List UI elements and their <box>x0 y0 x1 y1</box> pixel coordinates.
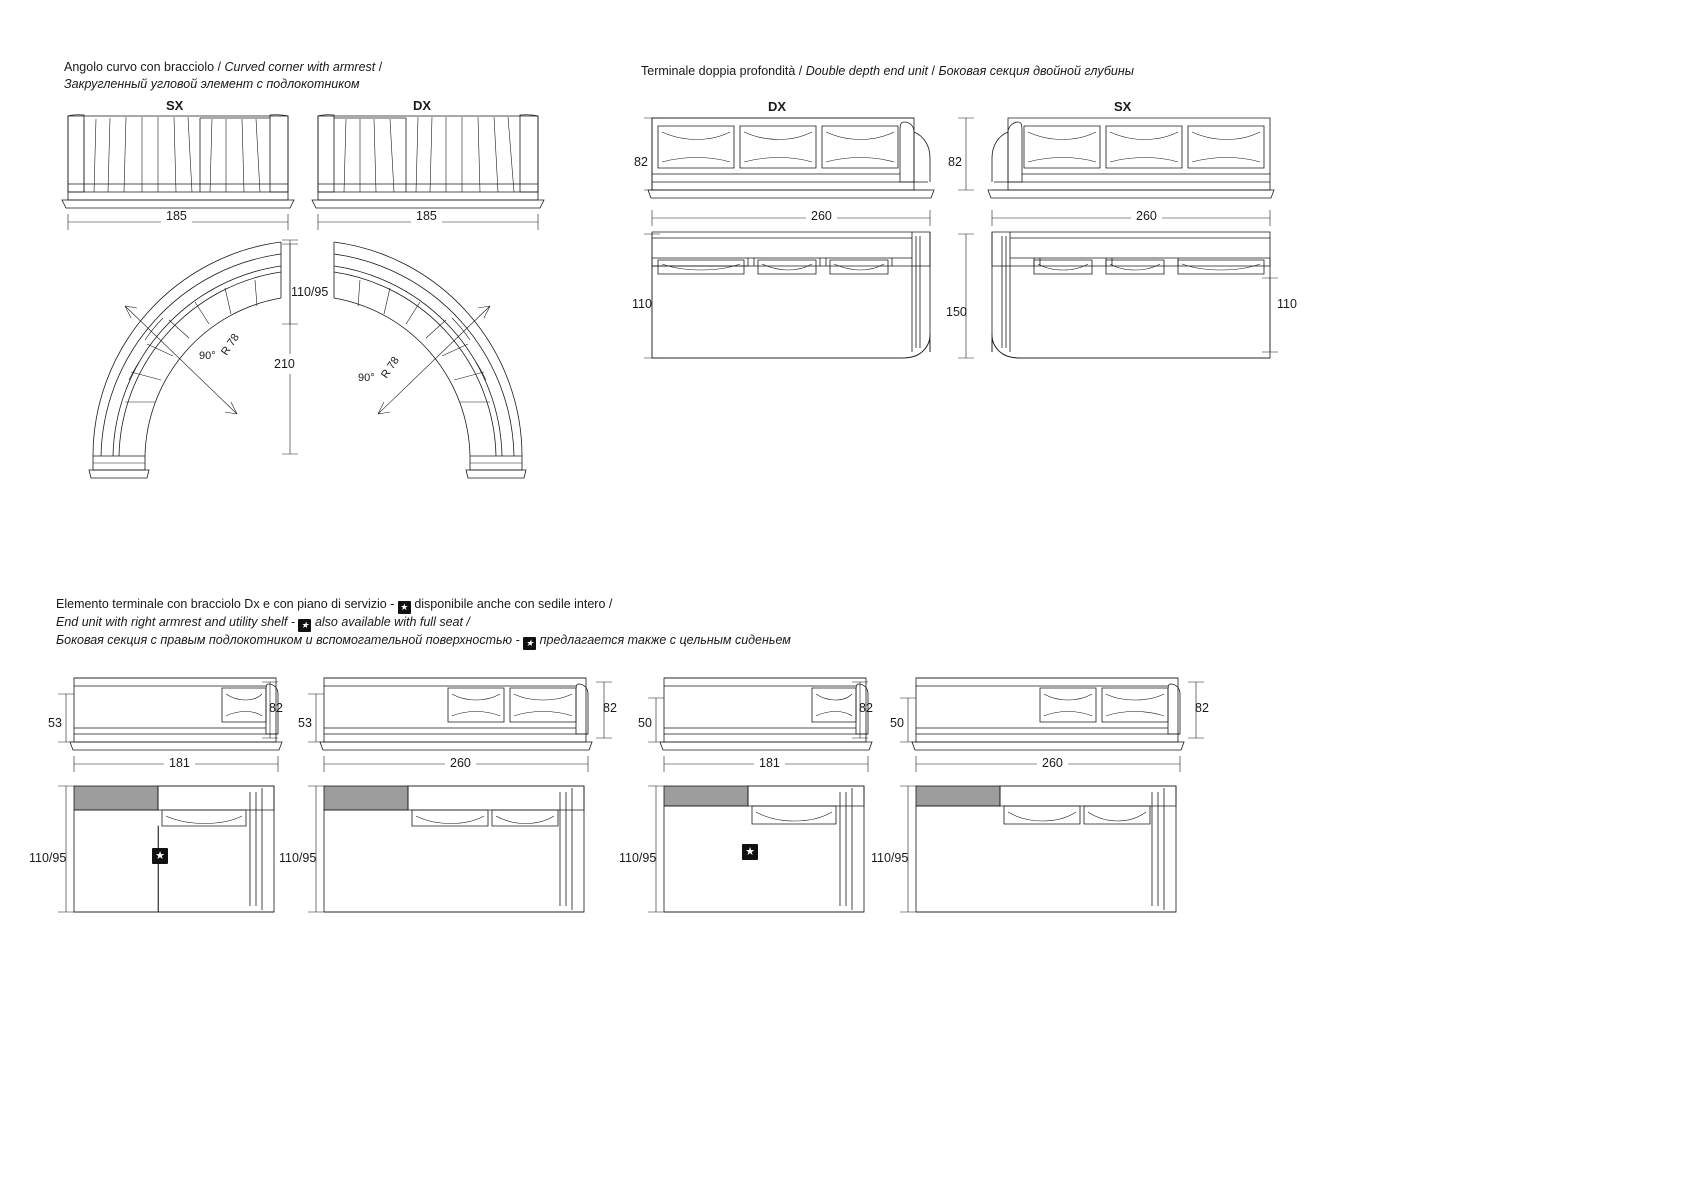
double-depth-sx-depth-right-value: 110 <box>1277 297 1297 311</box>
end-unit-1-width-value: 181 <box>164 756 195 770</box>
end-unit-3-elevation <box>660 660 875 760</box>
double-depth-dx-plan <box>648 228 938 388</box>
double-depth-sx-plan <box>988 228 1278 388</box>
curved-corner-dx-plan <box>330 232 530 472</box>
end-unit-3-plan <box>660 782 875 927</box>
end-unit-3-back-value: 82 <box>859 701 873 715</box>
curved-corner-dx-elevation <box>310 112 550 222</box>
curved-corner-sx-elevation <box>60 112 300 222</box>
double-depth-sx-elevation <box>988 112 1278 220</box>
star-icon-item-1: ★ <box>152 848 168 864</box>
curved-corner-dx-radius: R 78 <box>379 354 402 381</box>
end-unit-4-depth-value: 110/95 <box>871 851 909 865</box>
curved-corner-dx-angle: 90° <box>358 372 375 384</box>
curved-corner-dx-label: DX <box>413 98 432 113</box>
curved-corner-height-range-value: 110/95 <box>291 285 329 299</box>
double-depth-dx-height-value: 82 <box>634 155 648 169</box>
end-unit-3-depth-value: 110/95 <box>619 851 657 865</box>
curved-corner-dx-width-value: 185 <box>411 209 442 223</box>
double-depth-sx-label: SX <box>1114 99 1132 114</box>
end-unit-1-star-badge <box>152 844 168 864</box>
end-unit-4-seat-value: 50 <box>890 716 904 730</box>
double-depth-sx-width-value: 260 <box>1131 209 1162 223</box>
curved-corner-sx-plan <box>85 232 285 472</box>
end-unit-3-width-value: 181 <box>754 756 785 770</box>
star-icon-3: ★ <box>523 637 536 650</box>
end-unit-3-seat-value: 50 <box>638 716 652 730</box>
caption-line-2: End unit with right armrest and utility shelf - ★ also available with full seat / <box>56 615 470 630</box>
end-unit-1-seat-value: 53 <box>48 716 62 730</box>
end-unit-2-plan <box>320 782 595 927</box>
end-unit-2-back-value: 82 <box>603 701 617 715</box>
curved-corner-sx-radius: R 78 <box>219 331 242 358</box>
caption-line-3: Боковая секция с правым подлокотником и вспомогательной поверхностью - ★ предлагается также с цельным сиденьем <box>56 633 791 648</box>
curved-corner-caption <box>64 59 484 93</box>
end-unit-4-elevation <box>912 660 1187 760</box>
curved-corner-sx-width-value: 185 <box>161 209 192 223</box>
end-unit-4-plan <box>912 782 1187 927</box>
curved-corner-sx-angle: 90° <box>199 350 216 362</box>
double-depth-sx-height-value: 82 <box>948 155 962 169</box>
end-unit-1-depth-value: 110/95 <box>29 851 67 865</box>
end-unit-2-width-value: 260 <box>445 756 476 770</box>
double-depth-dx-elevation <box>648 112 938 220</box>
double-depth-dx-label: DX <box>768 99 787 114</box>
double-depth-sx-depth-left-value: 150 <box>946 305 967 319</box>
double-depth-dx-depth-value: 110 <box>632 297 652 311</box>
curved-corner-sx-label: SX <box>166 98 184 113</box>
caption-line-1: Angolo curvo con bracciolo / Curved corner with armrest / <box>64 60 383 74</box>
end-unit-1-elevation <box>70 660 285 760</box>
double-depth-caption: Terminale doppia profondità / Double depth end unit / Боковая секция двойной глубины <box>641 64 1134 78</box>
end-unit-2-elevation <box>320 660 595 760</box>
end-unit-2-seat-value: 53 <box>298 716 312 730</box>
end-unit-2-depth-value: 110/95 <box>279 851 317 865</box>
end-unit-3-star-badge <box>742 840 758 860</box>
double-depth-sx-depth-left-dim <box>944 228 974 368</box>
end-unit-4-back-value: 82 <box>1195 701 1209 715</box>
double-depth-dx-width-value: 260 <box>806 209 837 223</box>
star-icon-item-3: ★ <box>742 844 758 860</box>
star-icon: ★ <box>398 601 411 614</box>
caption-line-1: Elemento terminale con bracciolo Dx e con piano di servizio - ★ disponibile anche con sedile intero / <box>56 597 613 612</box>
end-unit-4-width-value: 260 <box>1037 756 1068 770</box>
end-unit-1-plan <box>70 782 285 927</box>
double-depth-sx-depth-right-dim <box>1262 272 1292 364</box>
end-unit-1-back-value: 82 <box>269 701 283 715</box>
caption-line-2: Закругленный угловой элемент с подлокотником <box>64 77 360 91</box>
end-unit-caption <box>56 596 956 650</box>
star-icon-2: ★ <box>298 619 311 632</box>
curved-corner-depth-value: 210 <box>274 354 295 374</box>
double-depth-dx-width-dim <box>648 206 938 228</box>
